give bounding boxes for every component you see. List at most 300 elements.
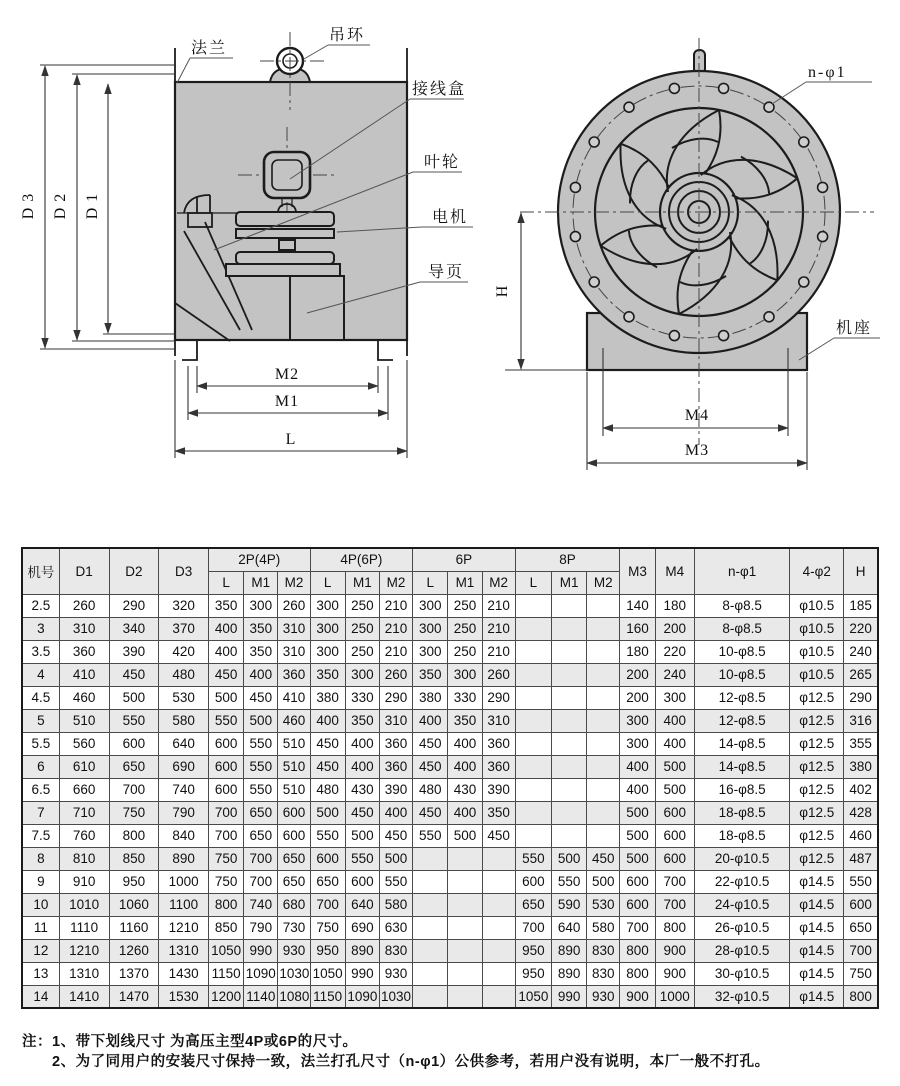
table-cell: 500 <box>209 686 244 709</box>
table-cell: 350 <box>345 709 379 732</box>
table-cell: 350 <box>413 663 448 686</box>
table-cell: 400 <box>620 778 655 801</box>
table-cell: 610 <box>59 755 109 778</box>
table-cell <box>587 663 620 686</box>
table-cell: 650 <box>278 870 310 893</box>
table-cell: 250 <box>345 617 379 640</box>
header-group-2p4p: 2P(4P) <box>209 548 311 571</box>
table-cell: 300 <box>448 663 482 686</box>
table-cell: 400 <box>448 755 482 778</box>
table-cell: 300 <box>310 640 345 663</box>
table-header-row-1 <box>22 548 878 571</box>
table-cell: 250 <box>448 594 482 617</box>
table-cell: 240 <box>844 640 878 663</box>
table-cell: 600 <box>515 870 551 893</box>
table-cell <box>448 916 482 939</box>
table-cell: 180 <box>655 594 694 617</box>
table-cell: 580 <box>159 709 209 732</box>
table-cell: 180 <box>620 640 655 663</box>
table-cell: 650 <box>844 916 878 939</box>
table-cell: 600 <box>209 778 244 801</box>
table-row <box>22 686 878 709</box>
table-cell: 450 <box>310 732 345 755</box>
table-cell: 700 <box>209 824 244 847</box>
table-cell: 400 <box>244 663 278 686</box>
table-cell: 350 <box>244 640 278 663</box>
table-cell: 9 <box>22 870 59 893</box>
table-cell: φ12.5 <box>790 686 844 709</box>
table-cell: 650 <box>310 870 345 893</box>
table-cell: 310 <box>482 709 515 732</box>
table-cell: 290 <box>844 686 878 709</box>
table-cell: 500 <box>620 801 655 824</box>
table-cell: 390 <box>109 640 159 663</box>
table-cell: 380 <box>413 686 448 709</box>
table-cell: 810 <box>59 847 109 870</box>
table-cell <box>515 755 551 778</box>
table-cell <box>482 962 515 985</box>
table-cell: 350 <box>448 709 482 732</box>
table-cell: 550 <box>844 870 878 893</box>
label-junction-box: 接线盒 <box>412 81 467 98</box>
table-cell: 750 <box>844 962 878 985</box>
table-cell: 330 <box>345 686 379 709</box>
header-sub: M2 <box>482 571 515 594</box>
table-cell: 550 <box>310 824 345 847</box>
table-cell <box>587 709 620 732</box>
label-bolt-holes: n-φ1 <box>808 64 847 81</box>
table-cell: 350 <box>244 617 278 640</box>
table-cell: 650 <box>109 755 159 778</box>
table-cell: 830 <box>587 962 620 985</box>
table-cell <box>515 617 551 640</box>
table-cell: 480 <box>310 778 345 801</box>
table-cell: 260 <box>278 594 310 617</box>
table-cell: 740 <box>159 778 209 801</box>
table-cell: 500 <box>587 870 620 893</box>
table-cell: 1090 <box>345 985 379 1008</box>
table-cell: 930 <box>587 985 620 1008</box>
table-cell: 510 <box>59 709 109 732</box>
table-cell: 430 <box>448 778 482 801</box>
table-cell: 210 <box>379 617 412 640</box>
table-cell: φ10.5 <box>790 617 844 640</box>
table-cell: 930 <box>379 962 412 985</box>
table-cell: 16-φ8.5 <box>694 778 789 801</box>
table-cell: 950 <box>109 870 159 893</box>
dim-label-h: H <box>494 284 511 298</box>
table-cell: 900 <box>620 985 655 1008</box>
table-row <box>22 916 878 939</box>
table-cell: 250 <box>345 640 379 663</box>
header-group-6p: 6P <box>413 548 516 571</box>
table-cell: 1090 <box>244 962 278 985</box>
table-cell: 140 <box>620 594 655 617</box>
table-cell: 400 <box>620 755 655 778</box>
table-cell: 1210 <box>59 939 109 962</box>
table-cell: 650 <box>244 824 278 847</box>
table-cell: 300 <box>244 594 278 617</box>
table-cell: 428 <box>844 801 878 824</box>
table-cell: φ10.5 <box>790 663 844 686</box>
table-cell <box>482 893 515 916</box>
table-cell: 1310 <box>159 939 209 962</box>
table-cell <box>515 824 551 847</box>
table-cell: 950 <box>515 939 551 962</box>
table-cell: 450 <box>413 755 448 778</box>
table-cell: 500 <box>448 824 482 847</box>
table-cell: 12-φ8.5 <box>694 686 789 709</box>
table-cell: 8-φ8.5 <box>694 617 789 640</box>
table-cell: 310 <box>278 640 310 663</box>
table-cell: 640 <box>159 732 209 755</box>
table-cell: 450 <box>413 732 448 755</box>
table-cell: 185 <box>844 594 878 617</box>
table-cell: 600 <box>278 824 310 847</box>
header-sub: M1 <box>551 571 586 594</box>
table-cell: 350 <box>310 663 345 686</box>
table-cell: 700 <box>515 916 551 939</box>
table-cell: 290 <box>379 686 412 709</box>
table-cell: 580 <box>587 916 620 939</box>
table-cell: 500 <box>109 686 159 709</box>
table-cell: 310 <box>278 617 310 640</box>
table-row <box>22 801 878 824</box>
header-sub: M1 <box>345 571 379 594</box>
table-cell: 550 <box>413 824 448 847</box>
table-row <box>22 847 878 870</box>
table-row <box>22 962 878 985</box>
table-cell: 300 <box>413 594 448 617</box>
table-cell: 360 <box>59 640 109 663</box>
table-cell: 400 <box>448 801 482 824</box>
table-cell: 990 <box>244 939 278 962</box>
table-cell: 12 <box>22 939 59 962</box>
table-cell: 500 <box>345 824 379 847</box>
table-cell: 550 <box>515 847 551 870</box>
table-cell: 10-φ8.5 <box>694 640 789 663</box>
table-cell <box>413 985 448 1008</box>
table-cell: 360 <box>379 755 412 778</box>
table-cell: 560 <box>59 732 109 755</box>
table-cell <box>551 594 586 617</box>
table-cell: 800 <box>620 962 655 985</box>
table-cell: φ10.5 <box>790 594 844 617</box>
table-cell: 550 <box>244 755 278 778</box>
table-cell: 3.5 <box>22 640 59 663</box>
table-cell: 300 <box>413 617 448 640</box>
table-cell: 360 <box>278 663 310 686</box>
table-cell: 410 <box>59 663 109 686</box>
table-cell: 18-φ8.5 <box>694 824 789 847</box>
table-cell: 370 <box>159 617 209 640</box>
table-cell: 700 <box>209 801 244 824</box>
table-cell: 750 <box>310 916 345 939</box>
table-row <box>22 663 878 686</box>
mounting-feet <box>175 340 407 360</box>
table-cell <box>587 824 620 847</box>
table-cell <box>551 801 586 824</box>
table-row <box>22 824 878 847</box>
table-cell: 700 <box>655 870 694 893</box>
table-cell: φ12.5 <box>790 824 844 847</box>
table-cell: 260 <box>59 594 109 617</box>
table-cell: 500 <box>655 778 694 801</box>
table-cell: 460 <box>844 824 878 847</box>
table-cell: 1050 <box>310 962 345 985</box>
header-sub: L <box>413 571 448 594</box>
table-cell: 550 <box>109 709 159 732</box>
table-cell: 1000 <box>655 985 694 1008</box>
table-row <box>22 778 878 801</box>
table-cell: 1010 <box>59 893 109 916</box>
table-cell: 450 <box>310 755 345 778</box>
table-cell: 500 <box>655 755 694 778</box>
table-cell: 1310 <box>59 962 109 985</box>
table-cell: 450 <box>379 824 412 847</box>
table-cell: 28-φ10.5 <box>694 939 789 962</box>
table-cell: 220 <box>844 617 878 640</box>
table-cell: 550 <box>244 732 278 755</box>
table-row <box>22 939 878 962</box>
table-cell <box>448 847 482 870</box>
table-cell: 32-φ10.5 <box>694 985 789 1008</box>
table-cell: 550 <box>244 778 278 801</box>
table-cell: 1470 <box>109 985 159 1008</box>
table-cell: 600 <box>109 732 159 755</box>
table-cell: 300 <box>413 640 448 663</box>
table-cell: 200 <box>620 686 655 709</box>
table-cell: 14 <box>22 985 59 1008</box>
dim-label-m3: M3 <box>684 442 710 459</box>
table-cell: 400 <box>345 755 379 778</box>
table-cell: 850 <box>209 916 244 939</box>
table-cell <box>515 778 551 801</box>
dim-label-m2: M2 <box>274 366 300 383</box>
table-cell: 600 <box>620 870 655 893</box>
table-cell: 210 <box>379 594 412 617</box>
table-cell: 890 <box>551 962 586 985</box>
table-cell: 5.5 <box>22 732 59 755</box>
table-row <box>22 594 878 617</box>
table-cell: φ12.5 <box>790 755 844 778</box>
table-cell: 210 <box>482 594 515 617</box>
table-cell: 700 <box>109 778 159 801</box>
table-cell: 640 <box>551 916 586 939</box>
header-m3: M3 <box>620 548 655 594</box>
table-cell <box>551 778 586 801</box>
table-cell: 1200 <box>209 985 244 1008</box>
table-cell: 12-φ8.5 <box>694 709 789 732</box>
table-cell: 890 <box>159 847 209 870</box>
table-cell: 600 <box>209 755 244 778</box>
table-cell <box>587 640 620 663</box>
table-cell: 550 <box>209 709 244 732</box>
table-cell <box>515 686 551 709</box>
table-cell: 600 <box>844 893 878 916</box>
table-cell: 550 <box>551 870 586 893</box>
table-cell <box>448 893 482 916</box>
table-cell: 11 <box>22 916 59 939</box>
table-cell <box>587 732 620 755</box>
table-cell: 910 <box>59 870 109 893</box>
front-view-drawing <box>494 38 880 470</box>
dim-label-d2: D 2 <box>52 192 69 220</box>
table-cell <box>448 962 482 985</box>
header-n-phi1: n-φ1 <box>694 548 789 594</box>
table-cell: 6.5 <box>22 778 59 801</box>
table-cell <box>551 709 586 732</box>
header-4-phi2: 4-φ2 <box>790 548 844 594</box>
table-cell: 830 <box>587 939 620 962</box>
table-cell: 630 <box>379 916 412 939</box>
table-cell: 1530 <box>159 985 209 1008</box>
table-cell: 1210 <box>159 916 209 939</box>
table-cell: 400 <box>310 709 345 732</box>
table-cell: φ14.5 <box>790 962 844 985</box>
header-sub: M2 <box>379 571 412 594</box>
table-cell: 400 <box>379 801 412 824</box>
table-cell: 350 <box>209 594 244 617</box>
table-cell: 990 <box>551 985 586 1008</box>
table-cell: 600 <box>310 847 345 870</box>
table-cell: 1370 <box>109 962 159 985</box>
table-cell <box>515 709 551 732</box>
table-cell: 890 <box>345 939 379 962</box>
table-cell: 550 <box>379 870 412 893</box>
table-cell <box>587 801 620 824</box>
table-cell: 260 <box>379 663 412 686</box>
table-cell: 450 <box>413 801 448 824</box>
table-cell: 300 <box>620 709 655 732</box>
table-cell: 850 <box>109 847 159 870</box>
table-cell: 1050 <box>515 985 551 1008</box>
table-cell: 8 <box>22 847 59 870</box>
table-cell <box>413 847 448 870</box>
table-cell: φ14.5 <box>790 939 844 962</box>
dim-label-d3: D 3 <box>20 192 37 220</box>
label-flange: 法兰 <box>191 40 228 57</box>
table-cell <box>413 962 448 985</box>
table-cell: 210 <box>482 617 515 640</box>
table-cell: 360 <box>482 755 515 778</box>
table-cell: 650 <box>515 893 551 916</box>
header-group-8p: 8P <box>515 548 620 571</box>
dimension-table-body <box>22 594 878 1008</box>
table-cell: 800 <box>655 916 694 939</box>
table-cell: 1080 <box>278 985 310 1008</box>
side-view-drawing <box>20 26 473 458</box>
table-cell: 840 <box>159 824 209 847</box>
table-cell: 400 <box>209 640 244 663</box>
table-cell: 890 <box>551 939 586 962</box>
table-cell: 450 <box>209 663 244 686</box>
table-cell: 450 <box>345 801 379 824</box>
table-cell: 600 <box>655 801 694 824</box>
table-cell: 210 <box>379 640 412 663</box>
table-cell: 1430 <box>159 962 209 985</box>
table-cell: 600 <box>209 732 244 755</box>
table-cell <box>482 939 515 962</box>
table-cell: 950 <box>515 962 551 985</box>
note-line-2: 2、为了同用户的安装尺寸保持一致，法兰打孔尺寸（n-φ1）公供参考，若用户没有说明，本厂一般不打孔。 <box>52 1054 770 1071</box>
table-cell: 700 <box>244 870 278 893</box>
table-cell: 210 <box>482 640 515 663</box>
table-cell: 750 <box>209 870 244 893</box>
table-cell: 1260 <box>109 939 159 962</box>
table-cell: φ10.5 <box>790 640 844 663</box>
table-cell: 800 <box>209 893 244 916</box>
table-cell: 410 <box>278 686 310 709</box>
table-cell <box>413 939 448 962</box>
notes <box>22 1032 770 1073</box>
table-cell: 330 <box>448 686 482 709</box>
table-cell <box>515 663 551 686</box>
table-cell: 14-φ8.5 <box>694 732 789 755</box>
table-cell: φ14.5 <box>790 916 844 939</box>
table-cell: φ12.5 <box>790 847 844 870</box>
table-cell: 700 <box>310 893 345 916</box>
table-cell: 800 <box>620 939 655 962</box>
table-cell: 240 <box>655 663 694 686</box>
header-m4: M4 <box>655 548 694 594</box>
table-cell: 1030 <box>379 985 412 1008</box>
table-cell: 6 <box>22 755 59 778</box>
table-cell: 350 <box>482 801 515 824</box>
table-cell: 1140 <box>244 985 278 1008</box>
table-cell: 550 <box>345 847 379 870</box>
table-cell: φ14.5 <box>790 893 844 916</box>
header-sub: M1 <box>244 571 278 594</box>
table-row <box>22 640 878 663</box>
table-cell: 660 <box>59 778 109 801</box>
table-cell: 900 <box>655 962 694 985</box>
table-cell: 600 <box>655 847 694 870</box>
table-cell: 290 <box>109 594 159 617</box>
table-cell: 790 <box>244 916 278 939</box>
table-cell <box>551 617 586 640</box>
table-cell: 400 <box>209 617 244 640</box>
table-cell: 500 <box>620 824 655 847</box>
table-cell: 390 <box>482 778 515 801</box>
table-cell <box>551 663 586 686</box>
table-cell: φ14.5 <box>790 870 844 893</box>
table-cell: 700 <box>620 916 655 939</box>
table-cell: 160 <box>620 617 655 640</box>
table-cell: 1110 <box>59 916 109 939</box>
table-cell: 700 <box>244 847 278 870</box>
table-cell: 380 <box>844 755 878 778</box>
dimension-table-container <box>21 547 879 1009</box>
table-cell: 1410 <box>59 985 109 1008</box>
table-cell: 600 <box>620 893 655 916</box>
table-cell: 300 <box>345 663 379 686</box>
table-cell: 24-φ10.5 <box>694 893 789 916</box>
table-cell: 650 <box>278 847 310 870</box>
table-cell: 300 <box>620 732 655 755</box>
table-cell: 7 <box>22 801 59 824</box>
header-h: H <box>844 548 878 594</box>
table-cell: 500 <box>244 709 278 732</box>
table-cell: 730 <box>278 916 310 939</box>
table-cell: 1060 <box>109 893 159 916</box>
table-cell: 600 <box>345 870 379 893</box>
dim-label-l: L <box>285 431 297 448</box>
table-cell <box>515 594 551 617</box>
table-cell <box>515 801 551 824</box>
table-cell: 402 <box>844 778 878 801</box>
table-cell: 430 <box>345 778 379 801</box>
